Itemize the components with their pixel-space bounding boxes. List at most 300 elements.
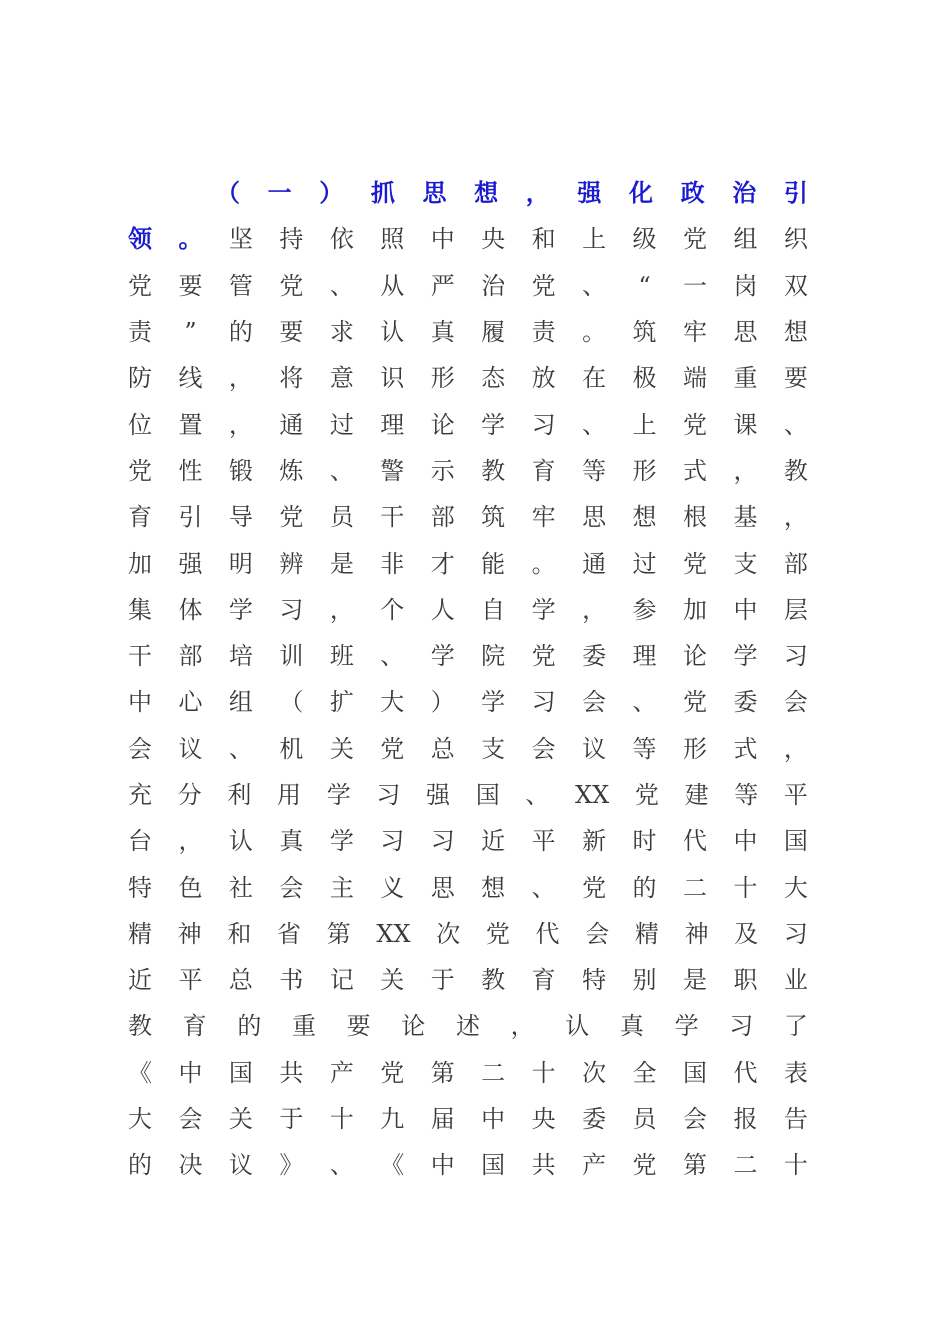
- body-char: 于: [430, 966, 455, 995]
- body-char: 二: [733, 1151, 758, 1180]
- body-char: 组: [733, 225, 758, 254]
- body-char: 和: [531, 225, 556, 254]
- heading-char: 想: [474, 178, 499, 208]
- body-char: 产: [329, 1058, 354, 1087]
- body-char: 心: [178, 688, 203, 717]
- body-char: 神: [684, 919, 709, 948]
- text-line: [128, 309, 808, 355]
- body-char: 课: [733, 410, 758, 439]
- body-char: 义: [380, 873, 405, 902]
- body-char: 识: [380, 364, 405, 393]
- body-char: 平: [178, 966, 203, 995]
- body-char: 的: [128, 1151, 152, 1180]
- body-char: 中: [481, 1105, 506, 1134]
- body-char: 委: [582, 642, 607, 671]
- body-char: 论: [430, 410, 455, 439]
- body-char: 第: [430, 1058, 455, 1087]
- body-char: 论: [682, 642, 707, 671]
- body-char: ，: [783, 734, 808, 763]
- body-char: 组: [228, 688, 253, 717]
- body-char: 真: [430, 318, 455, 347]
- body-char: 人: [430, 595, 455, 624]
- body-char: 党: [380, 734, 405, 763]
- body-char: 央: [481, 225, 506, 254]
- body-char: 的: [237, 1012, 262, 1041]
- body-char: 及: [734, 919, 759, 948]
- body-char: 党: [682, 549, 707, 578]
- body-char: 习: [531, 688, 556, 717]
- text-line: [128, 216, 808, 262]
- body-char: 、: [525, 781, 550, 809]
- body-char: 教: [783, 456, 808, 485]
- body-char: 理: [632, 642, 657, 671]
- body-char: 要: [783, 364, 808, 393]
- body-char: 教: [128, 1012, 152, 1041]
- body-char: 育: [128, 503, 152, 532]
- body-char: 二: [481, 1058, 506, 1087]
- body-char: 导: [228, 503, 253, 532]
- text-line: [128, 1142, 808, 1188]
- body-char: 上: [582, 225, 607, 254]
- body-char: 会: [128, 734, 152, 763]
- body-char: 想: [632, 503, 657, 532]
- body-char: 示: [430, 456, 455, 485]
- body-char: 近: [128, 966, 152, 995]
- body-char: 习: [376, 781, 401, 809]
- body-char: 警: [380, 456, 405, 485]
- body-char: 加: [682, 595, 707, 624]
- body-char: 第: [326, 919, 351, 948]
- body-char: 教: [481, 456, 506, 485]
- body-char: 中: [430, 225, 455, 254]
- body-char: 学: [531, 595, 556, 624]
- body-char: 十: [329, 1105, 354, 1134]
- body-char: 机: [279, 734, 304, 763]
- body-char: 参: [632, 595, 657, 624]
- body-char: 基: [733, 503, 758, 532]
- body-char: 习: [729, 1012, 754, 1041]
- body-char: 会: [279, 873, 304, 902]
- body-char: 学: [733, 642, 758, 671]
- body-char: 意: [329, 364, 354, 393]
- body-char: 依: [329, 225, 354, 254]
- body-text: [128, 170, 808, 1189]
- body-char: 持: [279, 225, 304, 254]
- body-char: 党: [682, 225, 707, 254]
- body-char: ，: [329, 595, 354, 624]
- body-char: 《: [380, 1151, 405, 1180]
- body-char: ，: [178, 827, 203, 856]
- body-char: 、: [632, 688, 657, 717]
- body-char: 总: [228, 966, 253, 995]
- body-char: 、: [329, 1151, 354, 1180]
- body-char: 明: [228, 549, 253, 578]
- body-char: 辨: [279, 549, 304, 578]
- body-char: 大: [783, 873, 808, 902]
- body-char: 形: [430, 364, 455, 393]
- body-char: 次: [582, 1058, 607, 1087]
- body-char: 书: [279, 966, 304, 995]
- body-char: 、: [582, 271, 607, 300]
- body-char: 、: [380, 642, 405, 671]
- body-char: 十: [531, 1058, 556, 1087]
- body-char: 要: [346, 1012, 371, 1041]
- body-char: 业: [783, 966, 808, 995]
- body-char: 平: [783, 781, 808, 809]
- body-char: 员: [329, 503, 354, 532]
- body-char: 强: [426, 781, 451, 809]
- body-char: 会: [582, 688, 607, 717]
- body-char: 会: [178, 1105, 203, 1134]
- body-char: 关: [228, 1105, 253, 1134]
- body-char: 的: [228, 318, 253, 347]
- body-char: 习: [531, 410, 556, 439]
- body-char: 体: [178, 595, 203, 624]
- heading-char: 思: [422, 178, 447, 208]
- body-char: 国: [783, 827, 808, 856]
- body-char: 、: [582, 410, 607, 439]
- body-char: 思: [582, 503, 607, 532]
- text-line: [128, 587, 808, 633]
- body-char: 思: [733, 318, 758, 347]
- body-char: 式: [733, 734, 758, 763]
- body-char: 主: [329, 873, 354, 902]
- body-char: 炼: [279, 456, 304, 485]
- body-char: 通: [582, 549, 607, 578]
- body-char: 学: [329, 827, 354, 856]
- body-char: 求: [329, 318, 354, 347]
- body-char: 能: [481, 549, 506, 578]
- body-char: 党: [128, 271, 152, 300]
- body-char: 关: [329, 734, 354, 763]
- body-char: ，: [228, 410, 253, 439]
- body-char: 国: [228, 1058, 253, 1087]
- body-char: 织: [783, 225, 808, 254]
- body-char: ”: [184, 318, 197, 347]
- body-char: 二: [682, 873, 707, 902]
- body-char: 分: [177, 781, 202, 809]
- body-char: 筑: [481, 503, 506, 532]
- text-line: [128, 1050, 808, 1096]
- body-char: 党: [279, 271, 304, 300]
- body-char: 育: [182, 1012, 207, 1041]
- body-char: 重: [291, 1012, 316, 1041]
- body-char: XX: [575, 781, 610, 809]
- body-char: 加: [128, 549, 152, 578]
- body-char: 神: [177, 919, 202, 948]
- body-char: 央: [531, 1105, 556, 1134]
- heading-char: ）: [319, 178, 344, 208]
- body-char: 形: [632, 456, 657, 485]
- body-char: 态: [481, 364, 506, 393]
- body-char: 部: [783, 549, 808, 578]
- body-char: 线: [178, 364, 203, 393]
- body-char: 台: [128, 827, 152, 856]
- body-char: 十: [733, 873, 758, 902]
- body-char: 。: [582, 318, 607, 347]
- body-char: 牢: [682, 318, 707, 347]
- body-char: 过: [632, 549, 657, 578]
- body-char: 理: [380, 410, 405, 439]
- body-char: 院: [481, 642, 506, 671]
- body-char: 部: [178, 642, 203, 671]
- body-char: 支: [733, 549, 758, 578]
- body-char: 过: [329, 410, 354, 439]
- body-char: 等: [582, 456, 607, 485]
- body-char: 精: [128, 919, 152, 948]
- body-char: 关: [380, 966, 405, 995]
- body-char: 学: [481, 688, 506, 717]
- body-char: 。: [531, 549, 556, 578]
- body-char: 要: [178, 271, 203, 300]
- body-char: 届: [430, 1105, 455, 1134]
- body-char: 责: [128, 318, 152, 347]
- body-char: 性: [178, 456, 203, 485]
- body-char: 锻: [228, 456, 253, 485]
- body-char: 中: [733, 827, 758, 856]
- body-char: 中: [178, 1058, 203, 1087]
- body-char: 充: [128, 781, 152, 809]
- body-char: XX: [376, 919, 411, 948]
- body-char: 极: [632, 364, 657, 393]
- body-char: 国: [475, 781, 500, 809]
- text-line: [128, 818, 808, 864]
- text-line: [128, 911, 808, 957]
- body-char: 别: [632, 966, 657, 995]
- body-char: 议: [228, 1151, 253, 1180]
- body-char: 会: [585, 919, 610, 948]
- body-char: 培: [228, 642, 253, 671]
- body-char: 、: [228, 734, 253, 763]
- body-char: 履: [481, 318, 506, 347]
- text-line: [128, 263, 808, 309]
- body-char: 想: [783, 318, 808, 347]
- body-char: 利: [227, 781, 252, 809]
- body-char: 责: [531, 318, 556, 347]
- body-char: 会: [682, 1105, 707, 1134]
- body-char: 思: [430, 873, 455, 902]
- body-char: 特: [128, 873, 152, 902]
- heading-char: 。: [178, 224, 203, 254]
- body-char: 记: [329, 966, 354, 995]
- body-char: 党: [531, 642, 556, 671]
- body-char: 根: [682, 503, 707, 532]
- body-char: 委: [582, 1105, 607, 1134]
- body-char: 将: [279, 364, 304, 393]
- body-char: 班: [329, 642, 354, 671]
- body-char: 党: [485, 919, 510, 948]
- body-char: 委: [733, 688, 758, 717]
- body-char: 中: [430, 1151, 455, 1180]
- body-char: 干: [380, 503, 405, 532]
- text-line: [128, 540, 808, 586]
- text-line: [128, 494, 808, 540]
- body-char: 岗: [733, 271, 758, 300]
- body-char: 了: [783, 1012, 808, 1041]
- body-char: 党: [531, 271, 556, 300]
- body-char: 全: [632, 1058, 657, 1087]
- body-char: 认: [565, 1012, 590, 1041]
- body-char: 议: [582, 734, 607, 763]
- body-char: 育: [531, 456, 556, 485]
- body-char: 位: [128, 410, 152, 439]
- body-char: 党: [682, 688, 707, 717]
- body-char: 党: [279, 503, 304, 532]
- body-char: 教: [481, 966, 506, 995]
- body-char: 式: [682, 456, 707, 485]
- body-char: 置: [178, 410, 203, 439]
- body-char: 时: [632, 827, 657, 856]
- body-char: 习: [783, 919, 808, 948]
- heading-char: 治: [732, 178, 757, 208]
- text-line: [128, 448, 808, 494]
- body-char: 党: [634, 781, 659, 809]
- body-char: 十: [783, 1151, 808, 1180]
- body-char: 国: [682, 1058, 707, 1087]
- body-char: 要: [279, 318, 304, 347]
- body-char: 决: [178, 1151, 203, 1180]
- body-char: 代: [682, 827, 707, 856]
- body-char: 党: [128, 456, 152, 485]
- body-char: ，: [733, 456, 758, 485]
- body-char: 习: [783, 642, 808, 671]
- body-char: 干: [128, 642, 152, 671]
- body-char: 省: [277, 919, 302, 948]
- heading-char: 引: [783, 178, 808, 208]
- body-char: 、: [329, 456, 354, 485]
- body-char: 员: [632, 1105, 657, 1134]
- body-char: 重: [733, 364, 758, 393]
- text-line: [128, 726, 808, 772]
- body-char: 大: [380, 688, 405, 717]
- body-char: 引: [178, 503, 203, 532]
- body-char: 习: [279, 595, 304, 624]
- text-line: [128, 957, 808, 1003]
- body-char: 告: [783, 1105, 808, 1134]
- text-line: [128, 772, 808, 818]
- body-char: 治: [481, 271, 506, 300]
- body-char: 强: [178, 549, 203, 578]
- body-char: 九: [380, 1105, 405, 1134]
- body-char: 通: [279, 410, 304, 439]
- body-char: ，: [228, 364, 253, 393]
- heading-char: 一: [267, 178, 292, 208]
- body-char: ）: [430, 688, 455, 717]
- body-char: 表: [783, 1058, 808, 1087]
- body-char: 党: [632, 1151, 657, 1180]
- body-char: 报: [733, 1105, 758, 1134]
- body-char: 层: [783, 595, 808, 624]
- body-char: 扩: [329, 688, 354, 717]
- body-char: 于: [279, 1105, 304, 1134]
- heading-char: 抓: [370, 178, 395, 208]
- text-line: [128, 355, 808, 401]
- body-char: 真: [279, 827, 304, 856]
- body-char: 在: [582, 364, 607, 393]
- body-char: 共: [531, 1151, 556, 1180]
- body-char: 次: [436, 919, 461, 948]
- body-char: 党: [682, 410, 707, 439]
- body-char: 色: [178, 873, 203, 902]
- body-char: 学: [228, 595, 253, 624]
- body-char: 党: [582, 873, 607, 902]
- body-char: 代: [535, 919, 560, 948]
- body-char: 坚: [228, 225, 253, 254]
- text-line: [128, 633, 808, 679]
- body-char: 建: [684, 781, 709, 809]
- body-char: 学: [674, 1012, 699, 1041]
- body-char: 》: [279, 1151, 304, 1180]
- body-char: 用: [277, 781, 302, 809]
- body-char: 等: [632, 734, 657, 763]
- body-char: 会: [783, 688, 808, 717]
- body-char: 从: [380, 271, 405, 300]
- body-char: 非: [380, 549, 405, 578]
- body-char: 育: [531, 966, 556, 995]
- text-line: [128, 401, 808, 447]
- body-char: 《: [128, 1058, 152, 1087]
- text-line: [128, 170, 808, 216]
- body-char: 防: [128, 364, 152, 393]
- body-char: 等: [734, 781, 759, 809]
- body-char: 和: [227, 919, 252, 948]
- body-char: 特: [582, 966, 607, 995]
- body-char: 习: [380, 827, 405, 856]
- body-char: 的: [632, 873, 657, 902]
- body-char: 党: [380, 1058, 405, 1087]
- text-line: [128, 1096, 808, 1142]
- body-char: 管: [228, 271, 253, 300]
- heading-char: 领: [128, 224, 152, 254]
- body-char: 级: [632, 225, 657, 254]
- text-line: [128, 864, 808, 910]
- body-char: 中: [733, 595, 758, 624]
- body-char: 是: [682, 966, 707, 995]
- body-char: 近: [481, 827, 506, 856]
- body-char: 一: [682, 271, 707, 300]
- body-char: 、: [329, 271, 354, 300]
- body-char: 代: [733, 1058, 758, 1087]
- text-line: [128, 679, 808, 725]
- body-char: 是: [329, 549, 354, 578]
- body-char: 学: [481, 410, 506, 439]
- body-char: 真: [619, 1012, 644, 1041]
- text-line: [128, 1003, 808, 1049]
- body-char: ，: [582, 595, 607, 624]
- body-char: 职: [733, 966, 758, 995]
- body-char: 新: [582, 827, 607, 856]
- body-char: 上: [632, 410, 657, 439]
- heading-char: ，: [525, 178, 550, 208]
- body-char: 总: [430, 734, 455, 763]
- body-char: 认: [228, 827, 253, 856]
- heading-char: 政: [680, 178, 705, 208]
- body-char: 议: [178, 734, 203, 763]
- heading-char: 强: [577, 178, 602, 208]
- body-char: 共: [279, 1058, 304, 1087]
- body-char: 产: [582, 1151, 607, 1180]
- body-char: 精: [634, 919, 659, 948]
- body-char: 个: [380, 595, 405, 624]
- body-char: 双: [783, 271, 808, 300]
- body-char: 、: [531, 873, 556, 902]
- body-char: 大: [128, 1105, 152, 1134]
- body-char: 社: [228, 873, 253, 902]
- body-char: 国: [481, 1151, 506, 1180]
- body-char: 习: [430, 827, 455, 856]
- body-char: 学: [326, 781, 351, 809]
- body-char: 述: [455, 1012, 480, 1041]
